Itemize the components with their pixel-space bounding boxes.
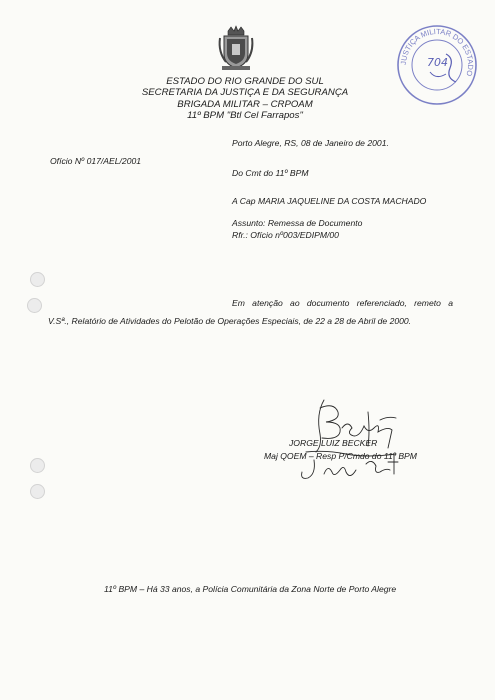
punch-hole <box>27 298 42 313</box>
letterhead-battalion: 11º BPM "Btl Cel Farrapos" <box>187 109 303 121</box>
receipt-stamp <box>394 22 480 108</box>
letterhead-brigade: BRIGADA MILITAR – CRPOAM <box>177 98 313 110</box>
coat-of-arms-icon <box>216 24 256 72</box>
oficio-number: Ofício Nº 017/AEL/2001 <box>50 156 142 166</box>
body-line-2: V.Sª., Relatório de Atividades do Pelotão de Operações Especiais, de 22 a 28 de Abril de 2000. <box>48 316 412 326</box>
sender: Do Cmt do 11º BPM <box>232 168 309 178</box>
signatory-role: Maj QOEM – Resp P/Cmdo do 11º BPM <box>264 451 417 461</box>
recipient: A Cap MARIA JAQUELINE DA COSTA MACHADO <box>232 196 427 206</box>
svg-text:JUSTIÇA MILITAR DO ESTADO <box>399 27 475 77</box>
body-line-1: Em atenção ao documento referenciado, remeto a <box>232 298 453 308</box>
punch-hole <box>30 458 45 473</box>
letterhead <box>120 76 370 121</box>
signatory-name: JORGE LUIZ BECKER <box>289 438 378 448</box>
subject: Assunto: Remessa de Documento <box>232 218 363 228</box>
reference: Rfr.: Ofício nº003/EDIPM/00 <box>232 230 339 240</box>
letterhead-secretariat: SECRETARIA DA JUSTIÇA E DA SEGURANÇA <box>141 87 349 99</box>
stamp-ring-text: JUSTIÇA MILITAR DO ESTADO <box>398 26 476 78</box>
place-date: Porto Alegre, RS, 08 de Janeiro de 2001. <box>232 138 389 148</box>
punch-hole <box>30 484 45 499</box>
punch-hole <box>30 272 45 287</box>
letterhead-state: ESTADO DO RIO GRANDE DO SUL <box>166 76 324 87</box>
stamp-number: 704 <box>427 56 448 69</box>
footer-motto: 11º BPM – Há 33 anos, a Polícia Comunitária da Zona Norte de Porto Alegre <box>104 584 397 594</box>
